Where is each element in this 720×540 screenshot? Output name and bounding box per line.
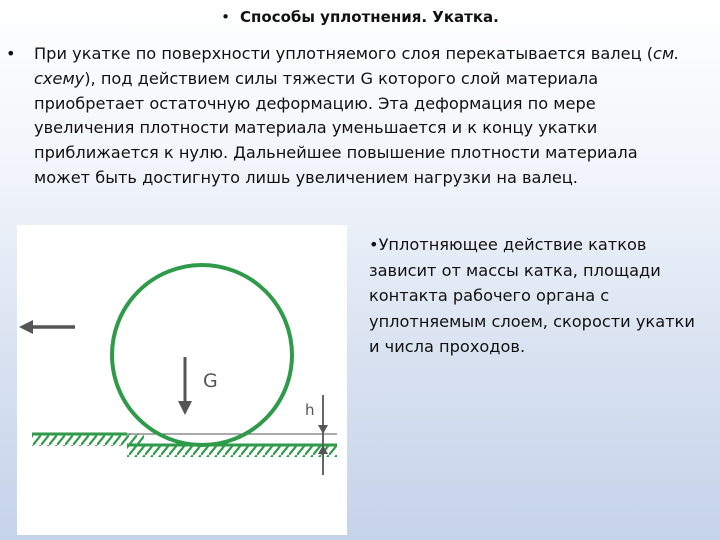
side-note: [369, 232, 699, 360]
paragraph-part-2: ), под действием силы тяжести G которого слой материала приобретает остаточную деформацию. Эта деформация по мере увеличения плотности материала уменьшается и к концу укатки приближается к нулю. Дальнейшее повышение плотности материала может быть достигнуто лишь увеличением нагрузки на валец.: [34, 68, 638, 187]
compacted-layer-hatch: [127, 445, 337, 457]
bullet-icon: •: [369, 235, 379, 254]
depth-label: h: [305, 401, 315, 419]
slide-title: Способы уплотнения. Укатка.: [240, 8, 499, 26]
direction-arrow-icon: [19, 320, 33, 334]
roller-diagram: [17, 225, 347, 535]
paragraph-part-1: При укатке по поверхности уплотняемого слоя перекатывается валец (: [34, 44, 654, 63]
main-paragraph: [6, 42, 694, 191]
side-note-text: Уплотняющее действие катков зависит от массы катка, площади контакта рабочего органа с уплотняемым слоем, скорости укатки и числа проходов.: [369, 235, 695, 356]
paragraph-italic-reference: см. схему: [34, 44, 680, 88]
force-label: G: [203, 370, 218, 392]
roller-circle: [112, 265, 292, 445]
roller-diagram-svg: [17, 225, 347, 535]
gravity-arrow-icon: [178, 401, 192, 415]
depth-arrow-top-icon: [318, 425, 328, 434]
bullet-icon: •: [221, 8, 231, 26]
bullet-icon: •: [6, 44, 16, 63]
slide-title-row: [0, 8, 720, 26]
